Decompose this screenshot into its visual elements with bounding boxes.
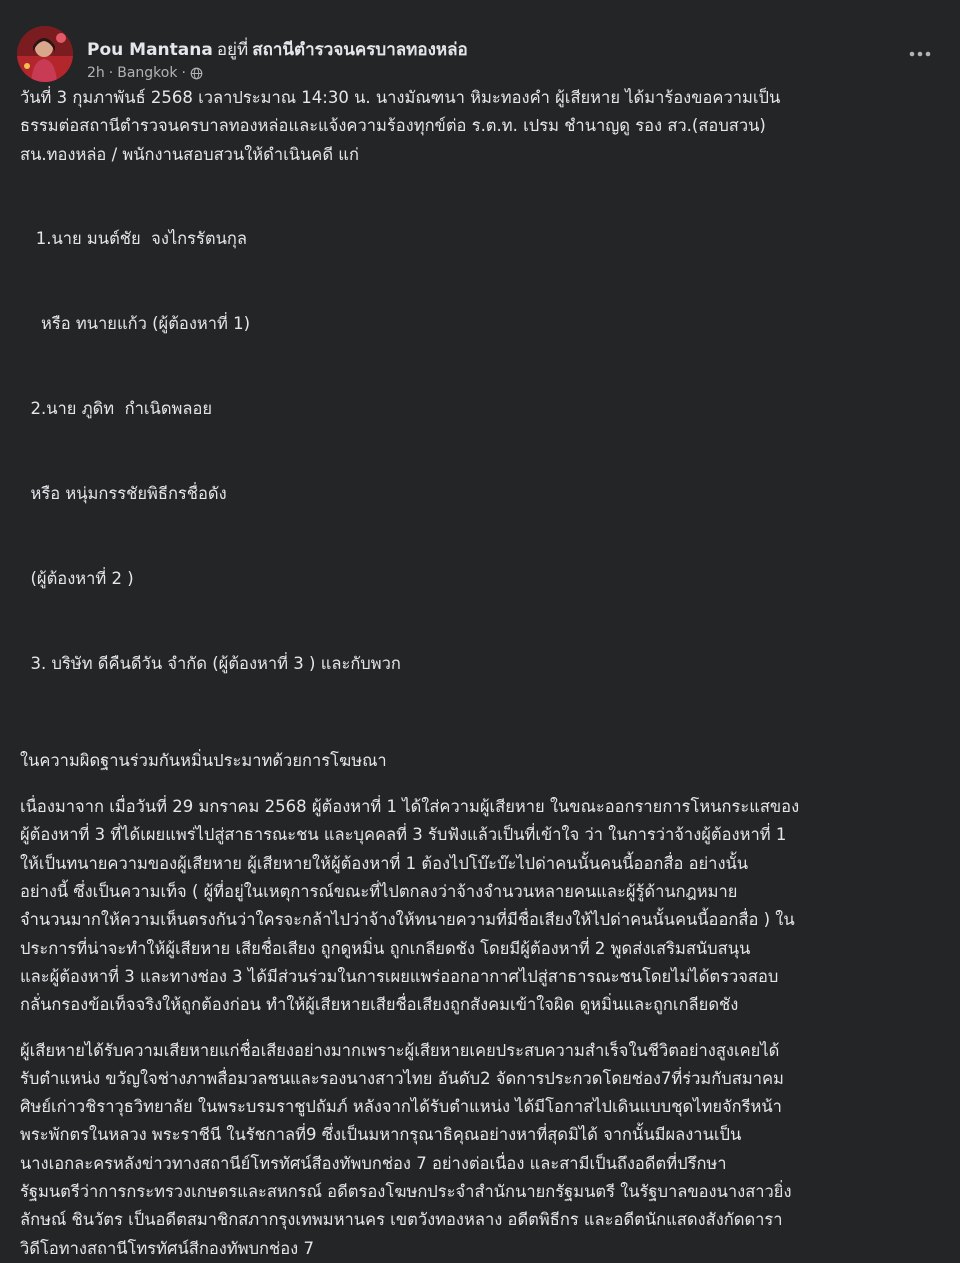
author-line <box>87 36 468 63</box>
more-options-button[interactable] <box>906 44 934 64</box>
avatar-image <box>17 26 73 82</box>
accused-item: 3. บริษัท ดีคืนดีวัน จำกัด (ผู้ต้องหาที่ 3 ) และกับพวก <box>20 653 401 673</box>
paragraph-2: ผู้เสียหายได้รับความเสียหายแก่ชื่อเสียงอย่างมากเพราะผู้เสียหายเคยประสบความสำเร็จในชีวิตอย่างสูงเคยได้ รับตำแหน่ง ขวัญใจช่างภาพสื่อมวลชนและรองนางสาวไทย อันดับ2 จัดการประกวดโดยช่อง7ที่ร่วมกับสมาคม ศิษย์เก่าวชิราวุธวิทยาลัย ในพระบรมราชูปถัมภ์ หลังจากได้รับตำแหน่ง ได้มีโอกาสไปเดินแบบชุดไทยจักรีหน้า พระพักตรในหลวง พระราชีนี ในรัชกาลที่9 ซึ่งเป็นมหากรุณาธิคุณอย่างหาที่สุดมิได้ จากนั้นมีผลงานเป็น นางเอกละครหลังข่าวทางสถานีย์โทรทัศน์สีองทัพบกช่อง 7 อย่างต่อเนื่อง และสามีเป็นถึงอดีตที่ปรึกษา รัฐมนตรีว่าการกระทรวงเกษตรและสหกรณ์ อดีตรองโฆษกประจำสำนักนายกรัฐมนตรี ในรัฐบาลของนางสาวยิ่ง ลักษณ์ ชินวัตร เป็นอดีตสมาชิกสภากรุงเทพมหานคร เขตวังทองหลาง อดีตพิธีกร และอดีตนักแสดงสังกัดดารา วิดีโอทางสถานีโทรทัศน์สีกองทัพบกช่อง 7 <box>20 1040 792 1258</box>
paragraph-1: เนื่องมาจาก เมื่อวันที่ 29 มกราคม 2568 ผู้ต้องหาที่ 1 ได้ใส่ความผู้เสียหาย ในขณะออกรายการโหนกระแสของ ผู้ต้องหาที่ 3 ที่ได้เผยแพร่ไปสู่สาธารณะชน และบุคคลที่ 3 รับฟังแล้วเป็นที่เข้าใจ ว่า ในการว่าจ้างผู้ต้องหาที่ 1 ให้เป็นทนายความของผู้เสียหาย ผู้เสียหายให้ผู้ต้องหาที่ 1 ต้องไปโบ๊ะบ๊ะไปด่าคนนั้นคนนี้ออกสื่อ อย่างนั้น อย่างนี้ ซึ่งเป็นความเท็จ ( ผู้ที่อยู่ในเหตุการณ์ขณะที่ไปตกลงว่าจ้างจำนวนหลายคนและผู้รู้ด้านกฎหมาย จำนวนมากให้ความเห็นตรงกันว่าใครจะกล้าไปว่าจ้างให้ทนายความที่มีชื่อเสียงให้ไปด่าคนนั้นคนนี้ออกสื่อ ) ใน ประการที่น่าจะทำให้ผู้เสียหาย เสียชื่อเสียง ถูกดูหมิ่น ถูกเกลียดชัง โดยมีผู้ต้องหาที่ 2 พูดส่งเสริมสนับสนุน และผู้ต้องหาที่ 3 และทางช่อง 3 ได้มีส่วนร่วมในการเผยแพร่ออกอากาศไปสู่สาธารณะชนโดยไม่ได้ตรวจสอบ กลั่นกรองข้อเท็จจริงให้ถูกต้องก่อน ทำให้ผู้เสียหายเสียชื่อเสียงถูกสังคมเข้าใจผิด ดูหมิ่นและถูกเกลียดชัง <box>20 797 800 1015</box>
accused-item: 2.นาย ภูดิท กำเนิดพลอย <box>20 399 213 419</box>
checkin-place[interactable]: สถานีตำรวจนครบาลทองหล่อ <box>252 40 468 60</box>
post-location[interactable]: Bangkok <box>117 65 178 81</box>
more-dots-icon <box>906 44 934 64</box>
meta-separator: · <box>108 65 114 81</box>
post-time[interactable]: 2h <box>87 65 105 81</box>
accused-list <box>20 169 950 735</box>
accused-item: หรือ ทนายแก้ว (ผู้ต้องหาที่ 1) <box>20 314 251 334</box>
post-body <box>20 84 950 1263</box>
intro-paragraph: วันที่ 3 กุมภาพันธ์ 2568 เวลาประมาณ 14:30 น. นางมัณฑนา หิมะทองคำ ผู้เสียหาย ได้มาร้องขอความเป็น ธรรมต่อสถานีตำรวจนครบาลทองหล่อและแจ้งความร้องทุกข์ต่อ ร.ต.ท. เปรม ชำนาญดู รอง สว.(สอบสวน) สน.ทองหล่อ / พนักงานสอบสวนให้ดำเนินคดี แก่ <box>20 88 781 164</box>
accused-item: 1.นาย มนต์ชัย จงไกรรัตนกุล <box>20 229 247 249</box>
meta-separator-2: · <box>181 65 186 81</box>
accused-item: (ผู้ต้องหาที่ 2 ) <box>20 569 134 589</box>
author-name[interactable]: Pou Mantana <box>87 40 213 60</box>
globe-icon <box>190 67 203 80</box>
accused-item: หรือ หนุ่มกรรชัยพิธีกรชื่อดัง <box>20 484 227 504</box>
at-text: อยู่ที่ <box>216 40 249 60</box>
post-meta <box>87 65 203 81</box>
post-header <box>0 16 960 81</box>
charge-line: ในความผิดฐานร่วมกันหมิ่นประมาทด้วยการโฆษณา <box>20 750 387 770</box>
avatar[interactable] <box>17 26 73 82</box>
